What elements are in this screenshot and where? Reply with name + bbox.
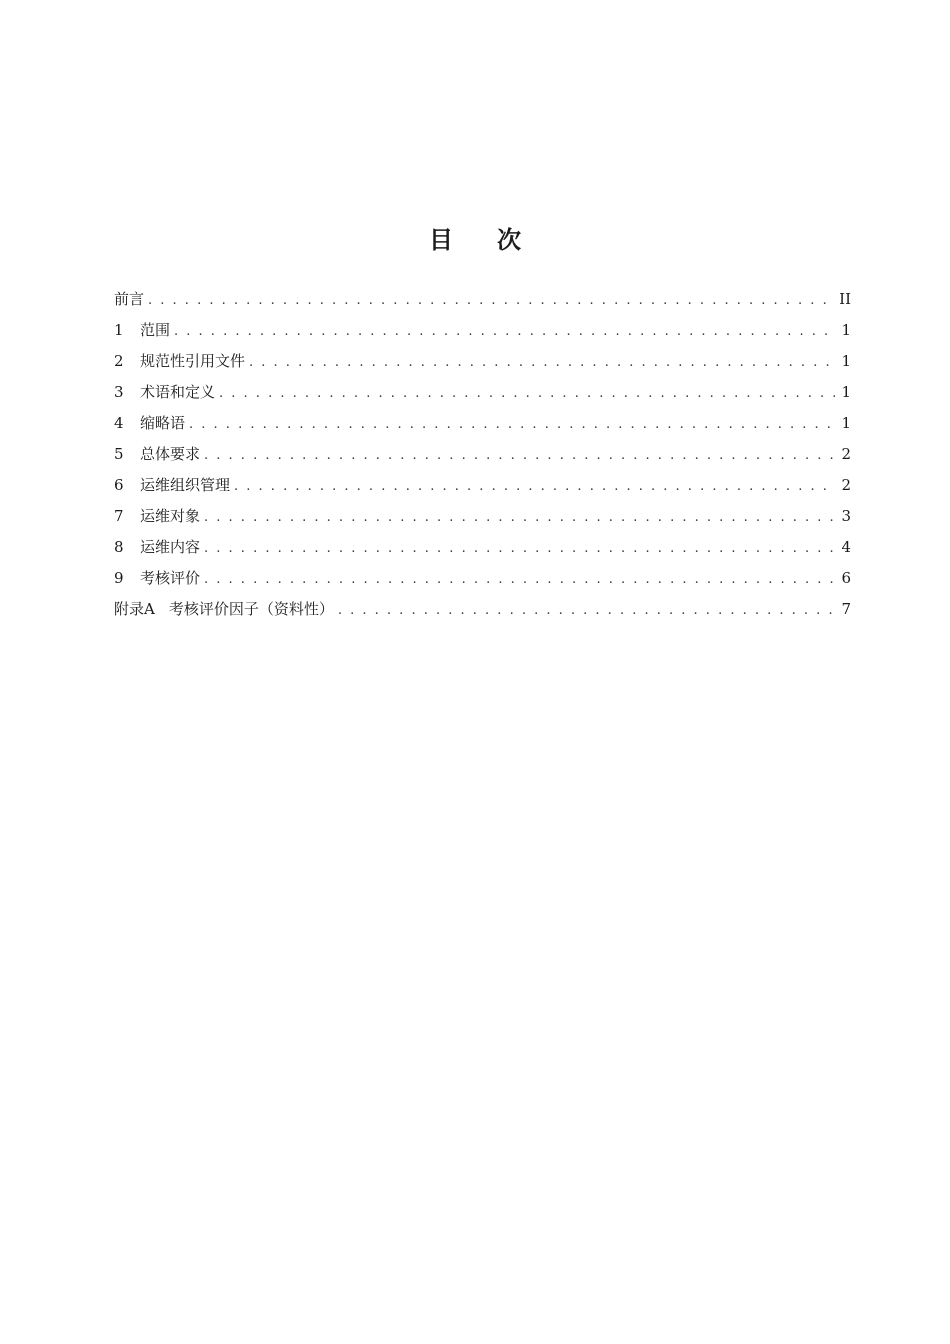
toc-section-number: 3	[114, 383, 124, 401]
toc-entry-appendix-a[interactable]	[114, 594, 851, 625]
toc-entry-label: 运维组织管理	[140, 476, 231, 494]
toc-dot-leader	[148, 285, 833, 316]
toc-entry-label: 考核评价	[140, 569, 201, 587]
toc-section-number: 9	[114, 569, 124, 587]
toc-entry-label: 规范性引用文件	[140, 352, 246, 370]
toc-section-number: 2	[114, 352, 124, 370]
toc-dot-leader	[204, 502, 835, 533]
toc-entry-label: 术语和定义	[140, 383, 216, 401]
toc-page-number: 2	[841, 476, 851, 494]
toc-appendix-number: 附录A	[114, 600, 155, 618]
toc-entry-label: 范围	[140, 321, 171, 339]
toc-entry-label: 总体要求	[140, 445, 201, 463]
toc-page-number: 1	[841, 383, 851, 401]
table-of-contents	[114, 284, 851, 625]
toc-entry-label: 前言	[114, 290, 145, 308]
toc-entry-label: 运维内容	[140, 538, 201, 556]
toc-dot-leader	[204, 440, 835, 471]
toc-dot-leader	[174, 316, 835, 347]
toc-dot-leader	[338, 595, 835, 626]
toc-page-number: 1	[841, 352, 851, 370]
toc-dot-leader	[204, 533, 835, 564]
toc-section-number: 4	[114, 414, 124, 432]
toc-entry-om-organization[interactable]	[114, 470, 851, 501]
toc-page-number: 3	[841, 507, 851, 525]
toc-section-number: 1	[114, 321, 124, 339]
page-title	[0, 222, 950, 258]
toc-entry-abbreviations[interactable]	[114, 408, 851, 439]
toc-page-number: II	[839, 290, 851, 308]
toc-section-number: 6	[114, 476, 124, 494]
toc-page-number: 7	[841, 600, 851, 618]
toc-entry-general-requirements[interactable]	[114, 439, 851, 470]
toc-entry-om-objects[interactable]	[114, 501, 851, 532]
toc-entry-label: 缩略语	[140, 414, 186, 432]
toc-dot-leader	[249, 347, 835, 378]
toc-section-number: 8	[114, 538, 124, 556]
toc-page-number: 4	[841, 538, 851, 556]
toc-entry-preface[interactable]	[114, 284, 851, 315]
toc-dot-leader	[189, 409, 835, 440]
page-title-char-1: 目	[429, 226, 453, 255]
toc-section-number: 7	[114, 507, 124, 525]
toc-entry-scope[interactable]	[114, 315, 851, 346]
toc-page-number: 1	[841, 321, 851, 339]
toc-entry-normative-references[interactable]	[114, 346, 851, 377]
page-title-char-2: 次	[497, 226, 521, 255]
toc-dot-leader	[219, 378, 835, 409]
toc-entry-om-content[interactable]	[114, 532, 851, 563]
toc-entry-label: 考核评价因子（资料性）	[168, 600, 334, 618]
toc-page-number: 2	[841, 445, 851, 463]
toc-page-number: 6	[841, 569, 851, 587]
toc-entry-terms-definitions[interactable]	[114, 377, 851, 408]
toc-entry-label: 运维对象	[140, 507, 201, 525]
toc-dot-leader	[234, 471, 835, 502]
toc-entry-assessment[interactable]	[114, 563, 851, 594]
toc-dot-leader	[204, 564, 835, 595]
toc-page-number: 1	[841, 414, 851, 432]
toc-section-number: 5	[114, 445, 124, 463]
